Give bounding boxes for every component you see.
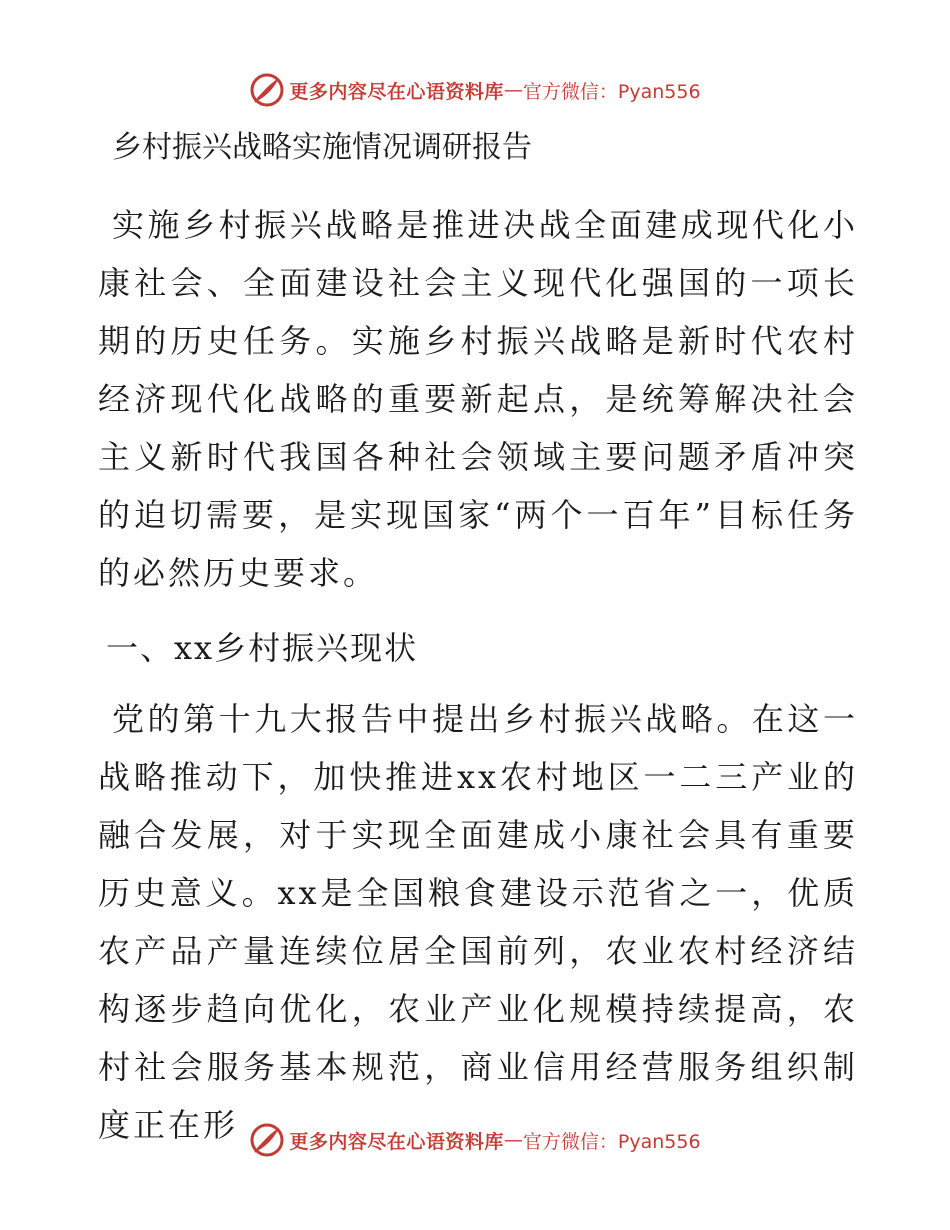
- watermark-separator: —: [503, 79, 523, 101]
- section-heading-status: 一、xx乡村振兴现状: [106, 629, 419, 667]
- document-title: 乡村振兴战略实施情况调研报告: [112, 130, 532, 165]
- intro-paragraph: 实施乡村振兴战略是推进决战全面建成现代化小康社会、全面建设社会主义现代化强国的一项长期的历史任务。实施乡村振兴战略是新时代农村经济现代化战略的重要新起点，是统筹解决社会主义新时代我国各种社会领域主要问题矛盾冲突的迫切需要，是实现国家“两个一百年”目标任务的必然历史要求。: [98, 206, 858, 592]
- footer-watermark-banner: [0, 1120, 950, 1160]
- header-watermark-banner: [0, 70, 950, 110]
- status-paragraph: 党的第十九大报告中提出乡村振兴战略。在这一战略推动下，加快推进xx农村地区一二三产业的融合发展，对于实现全面建成小康社会具有重要历史意义。xx是全国粮食建设示范省之一，优质农产品产量连续位居全国前列，农业农村经济结构逐步趋向优化，农业产业化规模持续提高，农村社会服务基本规范，商业信用经营服务组织制度正在形: [98, 700, 858, 1144]
- watermark-library-text: 更多内容尽在心语资料库: [289, 1130, 504, 1153]
- watermark-separator: —: [503, 1129, 523, 1151]
- feather-logo-icon: [249, 72, 285, 108]
- feather-logo-icon: [249, 1122, 285, 1158]
- watermark-library-text: 更多内容尽在心语资料库: [289, 80, 504, 103]
- watermark-wechat-text: 官方微信：Pyan556: [522, 80, 701, 103]
- watermark-wechat-text: 官方微信：Pyan556: [522, 1130, 701, 1153]
